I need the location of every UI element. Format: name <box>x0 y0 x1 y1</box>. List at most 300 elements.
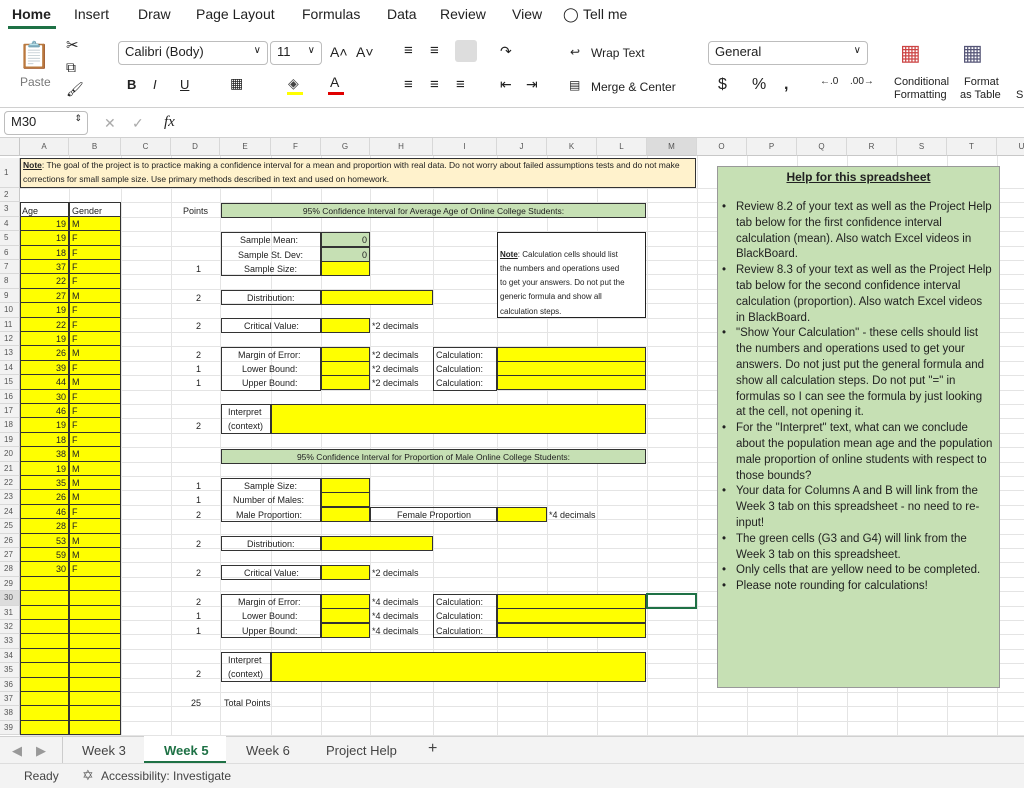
age-value: 28 <box>55 521 66 532</box>
prop-lower-input[interactable] <box>321 608 370 623</box>
tab-home[interactable]: Home <box>12 6 51 22</box>
gender-cell[interactable] <box>69 620 121 634</box>
prop-upper-input[interactable] <box>321 623 370 638</box>
column-gridline <box>647 156 648 736</box>
number-males-label: Number of Males: <box>233 495 305 505</box>
gender-cell[interactable] <box>69 246 121 260</box>
age-cell[interactable] <box>20 692 69 706</box>
calculation-label: Calculation: <box>436 378 484 388</box>
bullet-icon: • <box>722 564 727 577</box>
cancel-edit-button[interactable]: ✕ <box>104 115 116 131</box>
gender-cell[interactable] <box>69 231 121 245</box>
calc-note-line-3: to get your answers. Do not put the <box>500 278 625 287</box>
underline-button[interactable]: U <box>180 77 190 92</box>
mean-sample-size-input[interactable] <box>321 261 370 276</box>
row-header[interactable]: 25 <box>0 519 20 533</box>
prop-interpret-input[interactable] <box>271 652 646 682</box>
age-cell[interactable] <box>20 591 69 605</box>
age-cell[interactable] <box>20 620 69 634</box>
ribbon-tabs <box>0 0 1024 30</box>
increase-indent-icon[interactable]: ⇥ <box>526 76 538 92</box>
chevron-down-icon: ∨ <box>307 45 315 56</box>
age-header: Age <box>22 206 39 216</box>
row-header[interactable]: 11 <box>0 318 20 332</box>
total-points-label: Total Points <box>224 698 271 708</box>
tab-page-layout[interactable]: Page Layout <box>196 6 275 22</box>
mean-critical-input[interactable] <box>321 318 370 333</box>
points-value: 1 <box>195 378 201 388</box>
tab-review[interactable]: Review <box>440 6 486 22</box>
gender-value: F <box>72 262 78 272</box>
gender-cell[interactable] <box>69 490 121 504</box>
prop-upper-calc-input[interactable] <box>497 623 646 638</box>
column-header[interactable]: F <box>271 138 321 156</box>
gender-cell[interactable] <box>69 447 121 461</box>
decrease-indent-icon[interactable]: ⇤ <box>500 76 512 92</box>
age-cell[interactable] <box>20 548 69 562</box>
prop-margin-input[interactable] <box>321 594 370 609</box>
row-header[interactable]: 5 <box>0 231 20 245</box>
row-header[interactable]: 4 <box>0 217 20 231</box>
row-header[interactable]: 17 <box>0 404 20 418</box>
age-cell[interactable] <box>20 577 69 591</box>
sample-mean-label: Sample Mean: <box>240 235 299 245</box>
orientation-icon[interactable]: ↷ <box>500 43 512 59</box>
gender-cell[interactable] <box>69 375 121 389</box>
prop-ci-title: 95% Confidence Interval for Proportion of Male Online College Students: <box>296 452 571 462</box>
row-header[interactable]: 24 <box>0 505 20 519</box>
age-cell[interactable] <box>20 519 69 533</box>
prev-sheet-icon[interactable]: ◀ <box>12 743 22 758</box>
row-header[interactable]: 23 <box>0 490 20 504</box>
row-header[interactable]: 35 <box>0 663 20 677</box>
gender-cell[interactable] <box>69 692 121 706</box>
increase-decimal-icon[interactable]: ←.0 <box>820 76 839 87</box>
bullet-icon: • <box>722 532 727 545</box>
prop-distribution-input[interactable] <box>321 536 433 551</box>
age-cell[interactable] <box>20 361 69 375</box>
column-header[interactable]: B <box>69 138 121 156</box>
column-header[interactable]: C <box>121 138 171 156</box>
tab-formulas[interactable]: Formulas <box>302 6 361 22</box>
age-cell[interactable] <box>20 663 69 677</box>
column-header[interactable]: Q <box>797 138 847 156</box>
column-header[interactable]: O <box>697 138 747 156</box>
gender-value: M <box>72 377 80 388</box>
row-header[interactable]: 6 <box>0 246 20 260</box>
gender-value: F <box>72 506 78 517</box>
mean-distribution-input[interactable] <box>321 290 433 305</box>
bullet-icon: • <box>722 264 727 277</box>
lower-bound-label: Lower Bound: <box>242 364 298 374</box>
gender-value: M <box>72 348 80 359</box>
gender-cell[interactable] <box>69 303 121 317</box>
age-value: 18 <box>55 247 66 258</box>
sample-sd-label: Sample St. Dev: <box>238 250 304 260</box>
align-center-icon[interactable]: ≡ <box>430 76 439 93</box>
column-header[interactable]: D <box>171 138 220 156</box>
merge-center-button[interactable]: Merge & Center <box>591 80 676 94</box>
column-header[interactable]: E <box>220 138 271 156</box>
female-proportion-input[interactable] <box>497 507 547 522</box>
sheet-tab-project-help[interactable]: Project Help <box>326 743 397 758</box>
age-value: 19 <box>55 218 66 229</box>
row-header[interactable]: 1 <box>0 158 20 188</box>
mean-margin-input[interactable] <box>321 347 370 362</box>
cut-icon[interactable]: ✂ <box>66 37 79 54</box>
age-value: 26 <box>55 492 66 503</box>
tab-insert[interactable]: Insert <box>74 6 110 22</box>
row-header[interactable]: 34 <box>0 649 20 663</box>
column-header[interactable]: P <box>747 138 797 156</box>
gender-cell[interactable] <box>69 404 121 418</box>
sample-mean-value: 0 <box>361 235 367 245</box>
age-value: 18 <box>55 434 66 445</box>
column-header[interactable]: J <box>497 138 547 156</box>
age-cell[interactable] <box>20 462 69 476</box>
age-cell[interactable] <box>20 534 69 548</box>
align-left-icon[interactable]: ≡ <box>404 76 413 93</box>
gender-cell[interactable] <box>69 591 121 605</box>
paste-icon[interactable]: 📋 <box>18 40 51 70</box>
gender-cell[interactable] <box>69 534 121 548</box>
column-header[interactable]: T <box>947 138 997 156</box>
prop-margin-calc-input[interactable] <box>497 594 646 609</box>
row-header[interactable]: 10 <box>0 303 20 317</box>
wrap-text-button[interactable]: Wrap Text <box>591 46 645 60</box>
age-cell[interactable] <box>20 289 69 303</box>
formula-input[interactable] <box>190 110 1024 136</box>
font-name-select[interactable] <box>118 41 268 65</box>
gender-value: F <box>72 247 78 258</box>
spreadsheet-grid[interactable] <box>0 138 1024 736</box>
help-item-text: Only cells that are yellow need to be completed. <box>736 564 981 577</box>
paste-label[interactable]: Paste <box>20 75 51 89</box>
format-as-table-label-1[interactable]: Format <box>964 76 999 88</box>
accessibility-status[interactable]: Accessibility: Investigate <box>101 769 232 783</box>
font-color-icon[interactable]: A <box>330 74 340 90</box>
calculation-label: Calculation: <box>436 626 484 636</box>
font-color-swatch <box>328 92 344 95</box>
row-header[interactable]: 18 <box>0 418 20 432</box>
age-header-cell[interactable] <box>20 202 69 216</box>
age-cell[interactable] <box>20 649 69 663</box>
sheet-tab-week-6[interactable]: Week 6 <box>246 743 290 758</box>
gender-cell[interactable] <box>69 274 121 288</box>
decrease-font-button[interactable]: A˅ <box>356 44 374 60</box>
upper-bound-label: Upper Bound: <box>242 378 298 388</box>
row-header[interactable]: 3 <box>0 202 20 216</box>
two-decimals-note: *2 decimals <box>372 321 419 331</box>
sheet-tab-week-5[interactable]: Week 5 <box>164 743 209 758</box>
row-header[interactable]: 39 <box>0 721 20 735</box>
age-value: 22 <box>55 319 66 330</box>
age-cell[interactable] <box>20 476 69 490</box>
row-header[interactable]: 26 <box>0 534 20 548</box>
conditional-formatting-label-2[interactable]: Formatting <box>894 89 947 101</box>
gender-header-cell[interactable] <box>69 202 121 216</box>
insert-function-button[interactable]: fx <box>164 114 175 130</box>
column-header[interactable]: R <box>847 138 897 156</box>
selected-cell-m30[interactable] <box>646 593 697 609</box>
align-right-icon[interactable]: ≡ <box>456 76 465 93</box>
accessibility-icon: ✡ <box>82 767 94 783</box>
italic-button[interactable]: I <box>153 77 157 92</box>
gender-value: M <box>72 535 80 546</box>
row-header[interactable]: 2 <box>0 188 20 202</box>
align-middle-icon[interactable]: ≡ <box>430 42 439 59</box>
age-value: 46 <box>55 506 66 517</box>
age-cell[interactable] <box>20 246 69 260</box>
interpret-label: Interpret <box>228 655 262 665</box>
gender-cell[interactable] <box>69 390 121 404</box>
gender-cell[interactable] <box>69 721 121 735</box>
calc-note-line-5: calculation steps. <box>500 307 562 316</box>
bold-button[interactable]: B <box>127 77 137 92</box>
gender-cell[interactable] <box>69 433 121 447</box>
status-ready: Ready <box>24 769 59 783</box>
row-header[interactable]: 27 <box>0 548 20 562</box>
gender-cell[interactable] <box>69 606 121 620</box>
mean-upper-input[interactable] <box>321 375 370 390</box>
gender-cell[interactable] <box>69 361 121 375</box>
age-cell[interactable] <box>20 390 69 404</box>
currency-button[interactable]: $ <box>718 76 727 93</box>
gender-value: F <box>72 564 78 575</box>
prop-upper-label: Upper Bound: <box>242 626 298 636</box>
number-males-input[interactable] <box>321 492 370 507</box>
bullet-icon: • <box>722 422 727 435</box>
gender-cell[interactable] <box>69 519 121 533</box>
row-header[interactable]: 22 <box>0 476 20 490</box>
column-header[interactable]: G <box>321 138 370 156</box>
align-bottom-button[interactable] <box>455 40 477 62</box>
gender-cell[interactable] <box>69 562 121 576</box>
column-header[interactable]: K <box>547 138 597 156</box>
row-header[interactable]: 16 <box>0 390 20 404</box>
age-cell[interactable] <box>20 433 69 447</box>
column-header[interactable]: L <box>597 138 647 156</box>
gender-value: F <box>72 276 78 287</box>
column-header[interactable]: H <box>370 138 433 156</box>
mean-stats-box <box>221 232 321 276</box>
font-size-value: 11 <box>277 44 291 59</box>
age-cell[interactable] <box>20 706 69 720</box>
age-cell[interactable] <box>20 217 69 231</box>
format-as-table-icon[interactable]: ▦ <box>962 40 983 65</box>
points-value: 2 <box>195 421 201 431</box>
increase-font-button[interactable]: A˄ <box>330 44 348 60</box>
mean-interpret-input[interactable] <box>271 404 646 434</box>
help-list-item <box>722 421 994 484</box>
row-header[interactable]: 15 <box>0 375 20 389</box>
format-painter-icon[interactable]: 🖌 <box>66 81 84 97</box>
age-cell[interactable] <box>20 562 69 576</box>
age-cell[interactable] <box>20 634 69 648</box>
gender-value: F <box>72 305 78 316</box>
row-header[interactable]: 37 <box>0 692 20 706</box>
help-list-item <box>722 326 994 421</box>
prop-sample-size-input[interactable] <box>321 478 370 493</box>
gender-cell[interactable] <box>69 634 121 648</box>
row-header[interactable]: 9 <box>0 289 20 303</box>
row-header[interactable]: 30 <box>0 591 20 605</box>
age-cell[interactable] <box>20 346 69 360</box>
tab-divider <box>62 737 63 763</box>
prop-critical-input[interactable] <box>321 565 370 580</box>
two-decimals-note: *2 decimals <box>372 378 419 388</box>
row-header[interactable]: 20 <box>0 447 20 461</box>
row-header[interactable]: 38 <box>0 706 20 720</box>
gender-cell[interactable] <box>69 577 121 591</box>
age-cell[interactable] <box>20 231 69 245</box>
column-header[interactable]: I <box>433 138 497 156</box>
column-gridline <box>697 156 698 736</box>
mean-upper-calc-input[interactable] <box>497 375 646 390</box>
age-cell[interactable] <box>20 303 69 317</box>
name-box[interactable] <box>4 111 88 135</box>
age-cell[interactable] <box>20 606 69 620</box>
borders-icon[interactable]: ▦ <box>230 75 244 91</box>
age-cell[interactable] <box>20 721 69 735</box>
help-list-item <box>722 532 994 564</box>
row-header[interactable]: 31 <box>0 606 20 620</box>
age-cell[interactable] <box>20 274 69 288</box>
column-header[interactable]: S <box>897 138 947 156</box>
row-header[interactable]: 33 <box>0 634 20 648</box>
row-header[interactable]: 29 <box>0 577 20 591</box>
copy-icon[interactable]: ⧉ <box>66 59 76 75</box>
tab-draw[interactable]: Draw <box>138 6 171 22</box>
row-header[interactable]: 19 <box>0 433 20 447</box>
number-format-select[interactable] <box>708 41 868 65</box>
column-gridline <box>121 156 122 736</box>
column-header[interactable]: U <box>997 138 1024 156</box>
decrease-decimal-icon[interactable]: .00→ <box>850 76 874 87</box>
mean-lower-input[interactable] <box>321 361 370 376</box>
age-cell[interactable] <box>20 260 69 274</box>
gender-value: M <box>72 449 80 460</box>
age-cell[interactable] <box>20 447 69 461</box>
age-value: 22 <box>55 276 66 287</box>
age-cell[interactable] <box>20 404 69 418</box>
gender-cell[interactable] <box>69 476 121 490</box>
help-list-item <box>722 579 994 595</box>
next-sheet-icon[interactable]: ▶ <box>36 743 46 758</box>
align-top-icon[interactable]: ≡ <box>404 42 413 59</box>
two-decimals-note: *2 decimals <box>372 568 419 578</box>
add-sheet-button[interactable]: + <box>428 740 438 757</box>
help-list-item <box>722 484 994 531</box>
row-header[interactable]: 14 <box>0 361 20 375</box>
gender-cell[interactable] <box>69 678 121 692</box>
age-cell[interactable] <box>20 332 69 346</box>
age-cell[interactable] <box>20 505 69 519</box>
gender-cell[interactable] <box>69 318 121 332</box>
format-as-table-label-2[interactable]: as Table <box>960 89 1001 101</box>
tab-data[interactable]: Data <box>387 6 417 22</box>
age-cell[interactable] <box>20 418 69 432</box>
wrap-text-icon: ↩ <box>570 45 581 59</box>
percent-button[interactable]: % <box>752 76 767 93</box>
age-cell[interactable] <box>20 318 69 332</box>
column-header[interactable]: A <box>20 138 69 156</box>
select-all-corner[interactable] <box>0 138 20 156</box>
gender-cell[interactable] <box>69 260 121 274</box>
row-header[interactable]: 36 <box>0 678 20 692</box>
age-cell[interactable] <box>20 375 69 389</box>
gender-cell[interactable] <box>69 289 121 303</box>
fill-color-icon[interactable]: ◈ <box>288 75 299 91</box>
conditional-formatting-label-1[interactable]: Conditional <box>894 76 950 88</box>
row-header[interactable]: 28 <box>0 562 20 576</box>
gender-value: M <box>72 290 80 301</box>
gender-cell[interactable] <box>69 346 121 360</box>
female-proportion-label: Female Proportion <box>397 510 472 520</box>
bullet-icon: • <box>722 327 727 340</box>
prop-distribution-label: Distribution: <box>247 539 295 549</box>
sheet-tab-week-3[interactable]: Week 3 <box>82 743 126 758</box>
gender-cell[interactable] <box>69 706 121 720</box>
tab-view[interactable]: View <box>512 6 543 22</box>
chevron-updown-icon: ⇕ <box>74 113 82 123</box>
mean-lower-calc-input[interactable] <box>497 361 646 376</box>
tab-tell-me[interactable]: Tell me <box>583 6 628 22</box>
row-header[interactable]: 7 <box>0 260 20 274</box>
gender-cell[interactable] <box>69 649 121 663</box>
gender-cell[interactable] <box>69 462 121 476</box>
points-value: 2 <box>195 510 201 520</box>
mean-ci-title: 95% Confidence Interval for Average Age of Online College Students: <box>302 206 565 216</box>
gender-cell[interactable] <box>69 663 121 677</box>
calc-note-line-4: generic formula and show all <box>500 292 602 301</box>
row-header[interactable]: 21 <box>0 462 20 476</box>
gender-cell[interactable] <box>69 418 121 432</box>
gender-cell[interactable] <box>69 548 121 562</box>
column-header-selected[interactable]: M <box>647 138 697 156</box>
row-header[interactable]: 12 <box>0 332 20 346</box>
mean-margin-calc-input[interactable] <box>497 347 646 362</box>
gender-cell[interactable] <box>69 332 121 346</box>
enter-edit-button[interactable]: ✓ <box>132 115 144 131</box>
gender-cell[interactable] <box>69 217 121 231</box>
row-header[interactable]: 32 <box>0 620 20 634</box>
gender-value: F <box>72 420 78 431</box>
help-item-text: Please note rounding for calculations! <box>736 580 928 593</box>
points-value: 2 <box>195 321 201 331</box>
font-size-select[interactable] <box>270 41 322 65</box>
four-decimals-note: *4 decimals <box>372 626 419 636</box>
status-divider <box>0 763 1024 764</box>
comma-button[interactable]: , <box>784 76 789 93</box>
bullet-icon: • <box>722 580 727 593</box>
cell-styles-label-truncated[interactable]: S <box>1016 89 1024 101</box>
row-header[interactable]: 13 <box>0 346 20 360</box>
row-header[interactable]: 8 <box>0 274 20 288</box>
four-decimals-note: *4 decimals <box>372 597 419 607</box>
conditional-formatting-icon[interactable]: ▦ <box>900 40 921 65</box>
age-cell[interactable] <box>20 678 69 692</box>
gender-value: F <box>72 233 78 244</box>
age-value: 35 <box>55 478 66 488</box>
male-proportion-input[interactable] <box>321 507 370 522</box>
age-cell[interactable] <box>20 490 69 504</box>
calc-note-text: : Calculation cells should list <box>517 250 618 259</box>
gender-cell[interactable] <box>69 505 121 519</box>
age-value: 39 <box>55 362 66 373</box>
prop-lower-calc-input[interactable] <box>497 608 646 623</box>
font-name-value: Calibri (Body) <box>125 44 204 59</box>
